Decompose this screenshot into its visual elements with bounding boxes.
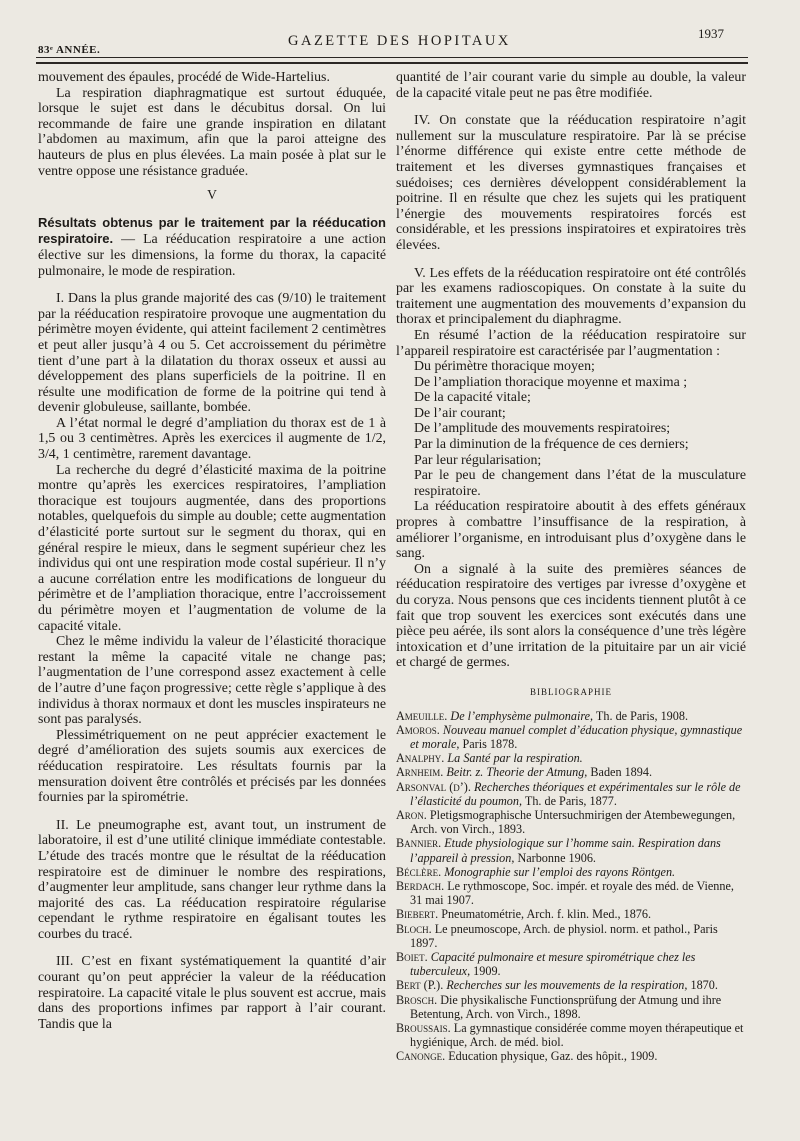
bibliography-author: Broussais. [396, 1021, 451, 1036]
bibliography-title: Capacité pulmonaire et mesure spirométrique chez les tuberculeux, [410, 950, 696, 979]
bibliography-entry [396, 808, 746, 836]
bibliography-author: Béclère. [396, 864, 442, 879]
list-item: De la capacité vitale; [414, 390, 531, 406]
page-number: 1937 [698, 26, 724, 41]
bibliography-author: Aron. [396, 807, 427, 822]
list-item: Par la diminution de la fréquence de ces derniers; [414, 437, 689, 453]
bibliography-entry [396, 765, 746, 779]
bibliography-title: Recherches théoriques et expérimentales sur le rôle de l’élasticité du poumon, [410, 779, 741, 808]
bibliography-entry [396, 751, 746, 765]
bibliography-author: Boiet. [396, 950, 428, 965]
list-item: Du périmètre thoracique moyen; [414, 359, 595, 375]
bibliography-author: Arnheim. [396, 765, 444, 780]
subtitle-text: — La rééducation respiratoire a une action élective sur les dimensions, la forme du thorax, la capacité pulmonaire, le mode de respiration. [38, 232, 386, 279]
bibliography-ref: Le rythmoscope, Soc. impér. et royale des méd. de Vienne, 31 mai 1907. [410, 879, 734, 908]
bibliography-author: Bert (P.). [396, 978, 444, 993]
right-column [396, 70, 746, 1064]
paragraph: IV. On constate que la rééducation respiratoire n’agit nullement sur la musculature respiratoire. Par là se précise l’énorme différence qui existe entre cette méthode de traitement et les diverses gymnastiques françaises et suédoises; ces dernières développent considérablement la poitrine. Il en résulte que chez les sujets qui les pratiquent l’énergie des mouvements respiratoires forcés est considérable, et les pressions inspiratoires et expiratoires très élevées. [396, 113, 746, 253]
paragraph: La recherche du degré d’élasticité maxima de la poitrine montre qu’après les exercices respiratoires, l’ampliation thoracique est toujours augmentée, dans des proportions notables, quelquefois du simple au double; cette augmentation d’élasticité porte surtout sur le segment du thorax, qui en général respire le mieux, dans le segment supérieur chez les individus qui ont une respiration mode costal supérieur. Il n’y a aucune corrélation entre les modifications de longueur du périmètre et de l’ampliation thoracique, entre l’accroissement du périmètre moyen et l’augmentation de volume de la capacité vitale. [38, 462, 386, 634]
list-item: Par le peu de changement dans l’état de la musculature respiratoire. [414, 468, 746, 499]
bibliography-entry [396, 1021, 746, 1049]
bibliography-ref: Th. de Paris, 1908. [593, 708, 689, 723]
header-rule-thick [36, 62, 748, 64]
list-item: De l’ampliation thoracique moyenne et maxima ; [414, 374, 688, 390]
bibliography-author: Bannier. [396, 836, 442, 851]
bibliography-ref: 1870. [687, 978, 718, 993]
bibliography-title: Beitr. z. Theorie der Atmung, [443, 765, 588, 780]
bibliography-entry [396, 780, 746, 808]
bibliography-author: Canonge. [396, 1049, 446, 1064]
bibliography-author: Amoros. [396, 722, 440, 737]
paragraph: On a signalé à la suite des premières séances de rééducation respiratoire des vertiges par ivresse d’oxygène et du coryza. Nous pensons que ces incidents tiennent plutôt à ce fait que trop souvent les exercices sont exécutés dans une pièce peu aérée, ils sont alors la conséquence d’une très légère intoxication et d’une irritation de la pituitaire par un air vicié et chargé de germes. [396, 561, 746, 671]
bibliography-entry [396, 993, 746, 1021]
bibliography-author: Berdach. [396, 879, 445, 893]
bibliography-ref: 1909. [470, 964, 501, 979]
section-subtitle: Résultats obtenus par le traitement par la rééducation respiratoire. [38, 214, 386, 247]
bibliography-title: La Santé par la respiration. [444, 751, 583, 766]
bibliography-ref: Narbonne 1906. [514, 850, 596, 865]
bibliography-title: Nouveau manuel complet d’éducation physique, gymnastique et morale, [410, 722, 743, 751]
bibliography-ref: La gymnastique considérée comme moyen thérapeutique et hygiénique, Arch. de méd. biol. [410, 1021, 744, 1050]
list-item: Par leur régularisation; [414, 452, 542, 468]
paragraph: II. Le pneumographe est, avant tout, un instrument de laboratoire, il est d’une utilité clinique immédiate contestable. L’étude des tracés montre que le résultat de la rééducation respiratoire est de diminuer le nombre des respirations, d’augmenter leur amplitude, sans changer leur rythme dans la majorité des cas. La rééducation respiratoire régularise cependant le rythme respiratoire en égalisant toutes les courbes du tracé. [38, 817, 386, 942]
bibliography-ref: Pneumatométrie, Arch. f. klin. Med., 1876. [438, 907, 652, 922]
bibliography-author: Arsonval (d’). [396, 779, 471, 794]
paragraph: Plessimétriquement on ne peut apprécier exactement le degré d’amélioration des sujets soumis aux exercices de rééducation respiratoire. Les résultats fournis par la mensuration doivent être contrôlés et précisés par les données fournies par la spirométrie. [38, 727, 386, 806]
result-list [396, 359, 746, 499]
paragraph: V. Les effets de la rééducation respiratoire ont été contrôlés par les examens radioscopiques. On constate à la suite du traitement une augmentation des mouvements d’expansion du thorax et principalement du diaphragme. [396, 265, 746, 328]
paragraph: A l’état normal le degré d’ampliation du thorax est de 1 à 1,5 ou 3 centimètres. Après les exercices il augmente de 1/2, 3/4, 1 centimètre, rarement davantage. [38, 415, 386, 463]
bibliography-entry [396, 950, 746, 978]
bibliography-entry [396, 836, 746, 864]
bibliography-ref: Le pneumoscope, Arch. de physiol. norm. et pathol., Paris 1897. [410, 921, 718, 950]
bibliography-ref: Die physikalische Functionsprüfung der Atmung und ihre Betentung, Arch. von Virch., 1898. [410, 992, 722, 1021]
paragraph: mouvement des épaules, procédé de Wide-Hartelius. [38, 70, 330, 85]
bibliography-ref: Th. de Paris, 1877. [522, 793, 617, 808]
paragraph: Chez le même individu la valeur de l’élasticité thoracique restant la même la capacité vitale ne change pas; l’augmentation de l’une correspond assez exactement à celle de l’autre d’une façon progressive; cette règle s’applique à des individus à thorax normaux et dont les muscles inspirateurs ne sont pas paralysés. [38, 634, 386, 728]
bibliography-ref: Paris 1878. [459, 736, 518, 751]
bibliography-title: Monographie sur l’emploi des rayons Röntgen. [441, 864, 676, 879]
paragraph: La rééducation respiratoire aboutit à des effets généraux propres à combattre l’insuffisance de la respiration, à améliorer l’organisme, en introduisant plus d’oxygène dans le sang. [396, 499, 746, 562]
bibliography-entry [396, 865, 746, 879]
bibliography-entry [396, 879, 746, 907]
bibliography-entry [396, 723, 746, 751]
bibliography-title: Etude physiologique sur l’homme sain. Respiration dans l’appareil à pression, [410, 836, 721, 865]
bibliography-title: De l’emphysème pulmonaire, [447, 708, 594, 723]
bibliography-ref: Education physique, Gaz. des hôpit., 1909. [445, 1049, 658, 1064]
bibliography-author: Ameuille. [396, 708, 448, 723]
page-title: GAZETTE DES HOPITAUX [288, 33, 511, 49]
bibliography-title: Recherches sur les mouvements de la respiration, [443, 978, 688, 993]
list-item: De l’amplitude des mouvements respiratoires; [414, 421, 671, 437]
list-item: De l’air courant; [414, 405, 506, 421]
header-rule [36, 57, 748, 58]
paragraph: La respiration diaphragmatique est surtout éduquée, lorsque le sujet est dans le décubitus dorsal. On lui recommande de faire une grande inspiration en dilatant l’abdomen au maximum, afin que la paroi atteigne des hauteurs de plus en plus élevées. La main posée à plat sur le ventre oppose une résistance graduée. [38, 85, 386, 179]
bibliography-entry [396, 907, 746, 921]
section-heading: V [207, 187, 217, 203]
bibliography-author: Bloch. [396, 921, 432, 936]
paragraph: quantité de l’air courant varie du simple au double, la valeur de la capacité vitale peut ne pas être modifiée. [396, 70, 746, 101]
paragraph: En résumé l’action de la rééducation respiratoire sur l’appareil respiratoire est caractérisée par l’augmentation : [396, 327, 746, 359]
bibliography-heading: BIBLIOGRAPHIE [530, 686, 612, 697]
bibliography-author: Biebert. [396, 907, 439, 922]
left-column [38, 70, 386, 1032]
bibliography-author: Analphy. [396, 751, 445, 766]
section-subtitle-paragraph [38, 215, 386, 279]
bibliography-entry [396, 1049, 746, 1063]
bibliography-author: Brosch. [396, 992, 438, 1007]
issue-label: 83ᵉ ANNÉE. [38, 44, 101, 56]
paragraph: III. C’est en fixant systématiquement la quantité d’air courant qu’on peut apprécier la valeur de la rééducation respiratoire. La capacité vitale le plus souvent est accrue, mais dans des proportions infimes par rapport à l’air courant. Tandis que la [38, 954, 386, 1032]
bibliography-entry [396, 978, 746, 992]
bibliography-ref: Pletigsmographische Untersuchmirigen der Atembewegungen, Arch. von Virch., 1893. [410, 807, 736, 837]
bibliography-ref: Baden 1894. [587, 765, 653, 780]
bibliography-entry [396, 922, 746, 950]
paragraph: I. Dans la plus grande majorité des cas (9/10) le traitement par la rééducation respiratoire provoque une augmentation du périmètre moyen évidente, qui atteint facilement 2 centimètres et peut aller jusqu’à 4 ou 5. Cet accroissement du périmètre tient d’une part à la dilatation du thorax osseux et aussi au développement des plans superficiels de la poitrine. Il en résulte une modification de forme de la poitrine qui tend à devenir globuleuse, saillante, bombée. [38, 291, 386, 416]
bibliography-entry [396, 709, 746, 723]
bibliography-list [396, 709, 746, 1064]
